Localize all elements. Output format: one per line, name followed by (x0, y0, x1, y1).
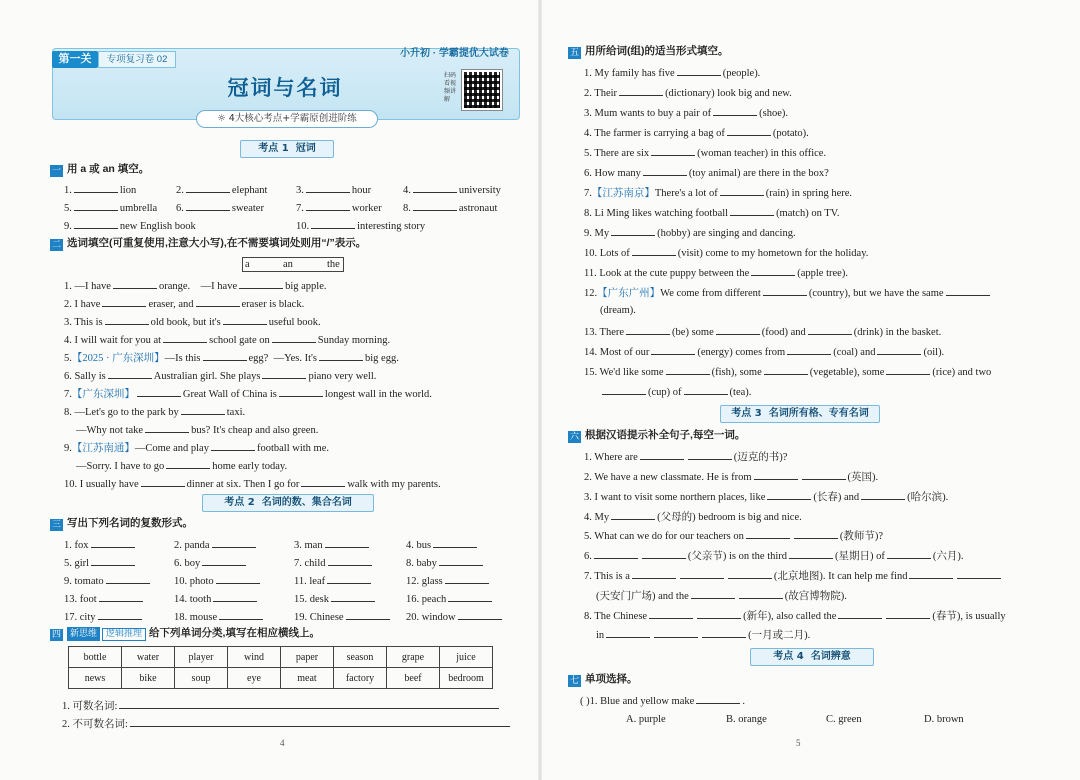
s1-q10: 10. interesting story (296, 217, 425, 234)
section-number-icon: 二 (51, 240, 61, 250)
s5-q13: 13. There (be) some (food) and (drink) in the basket. (584, 323, 941, 340)
section-number-icon: 三 (51, 520, 61, 530)
plural-item: 5. girl (64, 554, 137, 571)
s6-q1: 1. Where are (迈克的书)? (584, 448, 787, 465)
table-cell: soup (175, 668, 228, 689)
answer-blank[interactable] (346, 608, 390, 620)
s4-heading: 四 新思维 逻辑推理 给下列单词分类,填写在相应横线上。 (51, 627, 320, 640)
answer-blank[interactable] (202, 554, 246, 566)
subtitle-tag: 专项复习卷 02 (98, 51, 176, 68)
table-cell: factory (334, 668, 387, 689)
answer-blank[interactable] (331, 590, 375, 602)
s6-q6: 6. (父亲节) is on the third (星期日) of (六月). (584, 547, 964, 564)
s2-q8b: —Why not take bus? It's cheap and also green. (76, 421, 318, 438)
logic-tag: 逻辑推理 (102, 628, 146, 641)
answer-blank[interactable] (216, 572, 260, 584)
kp1-badge: 考点 1 冠词 (240, 140, 334, 158)
plural-item: 18. mouse (174, 608, 265, 625)
new-thinking-tag: 新思维 (67, 627, 100, 641)
s2-q7: 7.【广东深圳】 Great Wall of China is longest wall in the world. (64, 385, 432, 402)
plural-item: 16. peach (406, 590, 494, 607)
section-number-icon: 七 (569, 676, 579, 686)
answer-blank[interactable] (212, 536, 256, 548)
plural-item: 8. baby (406, 554, 485, 571)
tagline: ☼ 4大核心考点+学霸原创进阶练 (196, 110, 378, 128)
s5-heading: 五 用所给词(组)的适当形式填空。 (569, 45, 729, 58)
table-row (69, 668, 493, 689)
kp4-badge: 考点 4 名词辨意 (750, 648, 874, 666)
countable-line: 1. 可数名词: (62, 697, 501, 714)
page-title: 冠词与名词 (227, 76, 343, 100)
table-cell: grape (387, 647, 440, 668)
s5-q15b: (cup) of (tea). (600, 383, 751, 400)
plural-item: 15. desk (294, 590, 377, 607)
s1-q6: 6. sweater (176, 199, 264, 216)
answer-blank[interactable] (433, 536, 477, 548)
series-title: 小升初 · 学霸提优大试卷 (400, 48, 509, 59)
s6-q8b: in (一月或二月). (596, 626, 810, 643)
s1-q7: 7. worker (296, 199, 382, 216)
table-cell: bottle (69, 647, 122, 668)
answer-blank[interactable] (99, 590, 143, 602)
s1-q9: 9. new English book (64, 217, 196, 234)
answer-blank[interactable] (91, 554, 135, 566)
s5-q2: 2. Their (dictionary) look big and new. (584, 84, 792, 101)
s2-q10: 10. I usually have dinner at six. Then I go for walk with my parents. (64, 475, 441, 492)
choice-box: a an the (242, 257, 344, 272)
s2-q9b: —Sorry. I have to go home early today. (76, 457, 287, 474)
plural-item: 4. bus (406, 536, 479, 553)
s2-q9: 9.【江苏南通】—Come and play football with me. (64, 439, 329, 456)
s6-q7b: (天安门广场) and the (故宫博物院). (596, 587, 847, 604)
table-cell: eye (228, 668, 281, 689)
table-cell: player (175, 647, 228, 668)
s5-q6: 6. How many (toy animal) are there in the box? (584, 164, 829, 181)
s5-q10: 10. Lots of (visit) come to my hometown for the holiday. (584, 244, 868, 261)
qr-code-icon[interactable] (462, 70, 502, 110)
right-page (540, 0, 1080, 780)
kp3-badge: 考点 3 名词所有格、专有名词 (720, 405, 880, 423)
s2-q6: 6. Sally is Australian girl. She plays piano very well. (64, 367, 376, 384)
plural-item: 20. window (406, 608, 504, 625)
s5-q1: 1. My family has five (people). (584, 64, 760, 81)
page-number-right: 5 (796, 738, 801, 748)
s5-q3: 3. Mum wants to buy a pair of (shoe). (584, 104, 788, 121)
table-cell: wind (228, 647, 281, 668)
s2-q5: 5.【2025 · 广东深圳】—Is this egg? —Yes. It's big egg. (64, 349, 399, 366)
s5-q11: 11. Look at the cute puppy between the (apple tree). (584, 264, 848, 281)
s3-heading: 三 写出下列名词的复数形式。 (51, 517, 193, 530)
s1-q8: 8. astronaut (403, 199, 497, 216)
answer-blank[interactable] (213, 590, 257, 602)
answer-blank[interactable] (106, 572, 150, 584)
plural-item: 19. Chinese (294, 608, 392, 625)
s6-q8: 8. The Chinese (新年), also called the (春节), is usually (584, 607, 1006, 624)
kp2-badge: 考点 2 名词的数、集合名词 (202, 494, 374, 512)
s7-heading: 七 单项选择。 (569, 673, 638, 686)
answer-blank[interactable] (448, 590, 492, 602)
section-number-icon: 五 (569, 48, 579, 58)
s5-q4: 4. The farmer is carrying a bag of (potato). (584, 124, 809, 141)
s5-q15: 15. We'd like some (fish), some (vegetable), some (rice) and two (584, 363, 991, 380)
s5-q9: 9. My (hobby) are singing and dancing. (584, 224, 796, 241)
page-number-left: 4 (280, 738, 285, 748)
answer-blank[interactable] (327, 572, 371, 584)
section-number-icon: 六 (569, 432, 579, 442)
answer-blank[interactable] (325, 536, 369, 548)
s1-heading: 一 用 a 或 an 填空。 (51, 163, 150, 176)
s5-q14: 14. Most of our (energy) comes from (coal) and (oil). (584, 343, 944, 360)
answer-blank[interactable] (98, 608, 142, 620)
table-cell: bike (122, 668, 175, 689)
s5-q7: 7.【江苏南京】There's a lot of (rain) in spring here. (584, 184, 852, 201)
s2-q3: 3. This is old book, but it's useful book. (64, 313, 321, 330)
s1-q3: 3. hour (296, 181, 371, 198)
s1-q4: 4. university (403, 181, 501, 198)
qr-label: 扫码看视频讲解 (444, 72, 457, 103)
plural-item: 7. child (294, 554, 374, 571)
option-a[interactable]: A. purple (626, 714, 666, 725)
table-cell: bedroom (440, 668, 493, 689)
s1-q5: 5. umbrella (64, 199, 157, 216)
section-number-icon: 一 (51, 166, 61, 176)
s2-heading: 二 选词填空(可重复使用,注意大小写),在不需要填词处则用“/”表示。 (51, 237, 367, 250)
s5-q5: 5. There are six (woman teacher) in this office. (584, 144, 826, 161)
plural-item: 2. panda (174, 536, 258, 553)
plural-item: 12. glass (406, 572, 491, 589)
s5-q12b: (dream). (600, 305, 636, 316)
option-c[interactable]: C. green (826, 714, 862, 725)
s6-q2: 2. We have a new classmate. He is from (英国). (584, 468, 878, 485)
level-tag: 第一关 (52, 51, 98, 68)
s2-q1: 1. —I have orange. —I have big apple. (64, 277, 327, 294)
answer-blank[interactable] (328, 554, 372, 566)
plural-item: 17. city (64, 608, 144, 625)
s5-q8: 8. Li Ming likes watching football (match) on TV. (584, 204, 840, 221)
answer-blank[interactable] (91, 536, 135, 548)
word-table (68, 646, 493, 689)
s6-q3: 3. I want to visit some northern places, like (长春) and (哈尔滨). (584, 488, 948, 505)
plural-item: 6. boy (174, 554, 248, 571)
answer-blank[interactable] (219, 608, 263, 620)
answer-blank[interactable] (445, 572, 489, 584)
s2-q4: 4. I will wait for you at school gate on Sunday morning. (64, 331, 390, 348)
table-cell: news (69, 668, 122, 689)
table-cell: meat (281, 668, 334, 689)
table-cell: beef (387, 668, 440, 689)
table-row (69, 647, 493, 668)
s2-q8: 8. —Let's go to the park by taxi. (64, 403, 245, 420)
plural-item: 10. photo (174, 572, 262, 589)
uncountable-line: 2. 不可数名词: (62, 715, 512, 732)
s5-q12: 12.【广东广州】We come from different (country), but we have the same (584, 284, 992, 301)
s7-q1: ( )1. Blue and yellow make . (580, 692, 745, 709)
plural-item: 14. tooth (174, 590, 259, 607)
table-cell: water (122, 647, 175, 668)
section-number-icon: 四 (51, 630, 61, 640)
table-cell: season (334, 647, 387, 668)
s1-row1: 1. lion (64, 181, 136, 198)
s1-q2: 2. elephant (176, 181, 267, 198)
option-d[interactable]: D. brown (924, 714, 964, 725)
s6-q5: 5. What can we do for our teachers on (教师节)? (584, 527, 883, 544)
answer-blank[interactable] (458, 608, 502, 620)
table-cell: juice (440, 647, 493, 668)
option-b[interactable]: B. orange (726, 714, 767, 725)
plural-item: 3. man (294, 536, 371, 553)
answer-blank[interactable] (439, 554, 483, 566)
s6-q7: 7. This is a (北京地图). It can help me find (584, 567, 1003, 584)
plural-item: 11. leaf (294, 572, 373, 589)
s6-heading: 六 根据汉语提示补全句子,每空一词。 (569, 429, 746, 442)
plural-item: 13. foot (64, 590, 145, 607)
s6-q4: 4. My (父母的) bedroom is big and nice. (584, 508, 802, 525)
plural-item: 1. fox (64, 536, 137, 553)
plural-item: 9. tomato (64, 572, 152, 589)
s2-q2: 2. I have eraser, and eraser is black. (64, 295, 304, 312)
table-cell: paper (281, 647, 334, 668)
